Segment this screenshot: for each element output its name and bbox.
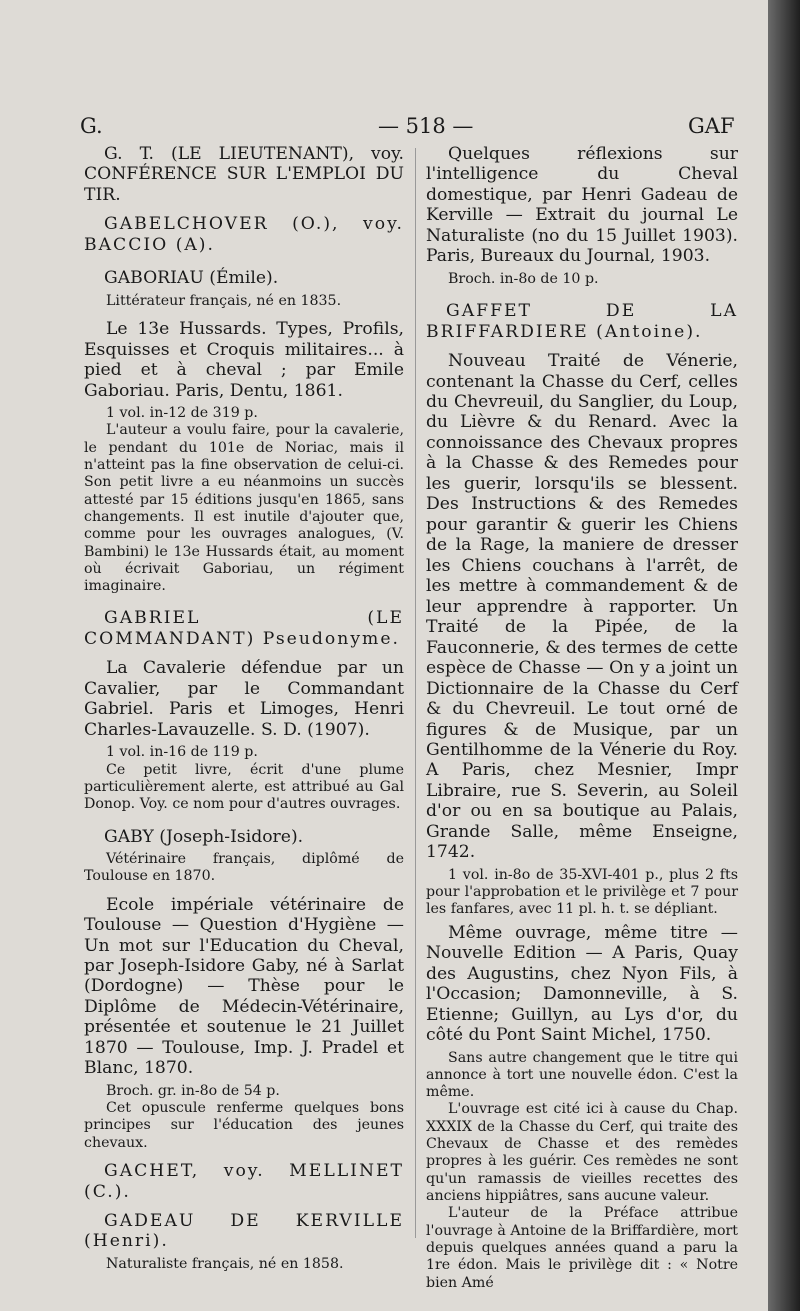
book-title: Nouveau Traité de Vénerie, contenant la Chasse du Cerf, celles du Chevreuil, du Sanglier, du Loup, du Lièvre & du Renard. Avec la connoissance des Chevaux propres à la Chasse & des Remedes pour les guerir, lorsqu'ils se blessent. Des Instructions & des Remedes pour garantir & guerir les Chiens de la Rage, la maniere de dresser les Chiens couchans à l'arrêt, de les mettre à commandement & de leur apprendre à rapporter. Un Traité de la Pipée, de la Fauconnerie, & des termes de cette espèce de Chasse — On y a joint un Dictionnaire de la Chasse du Cerf & du Chevreuil. Le tout orné de figures & de Musique, par un Gentilhomme de la Vénerie du Roy. A Paris, chez Mesnier, Impr Libraire, rue S. Severin, au Soleil d'or ou en sa boutique au Palais, Grande Salle, même Enseigne, 1742. <box>426 351 738 863</box>
collation: 1 vol. in-12 de 319 p. <box>106 405 258 421</box>
book-spine-edge <box>768 0 800 1311</box>
page-number: — 518 — <box>378 114 474 138</box>
commentary: L'ouvrage est cité ici à cause du Chap. XXXIX de la Chasse du Cerf, qui traite des Chevaux de Chasse et des remèdes propres à les guérir. Ces remèdes ne sont qu'un ramassis de vieilles recettes des anciens hippiâtres, sans aucune valeur. <box>426 1101 738 1205</box>
entry-heading: GADEAU DE KERVILLE (Henri). <box>84 1211 404 1252</box>
biographical-note: Naturaliste français, né en 1858. <box>106 1255 344 1272</box>
book-title: La Cavalerie défendue par un Cavalier, par le Commandant Gabriel. Paris et Limoges, Henri Charles-Lavauzelle. S. D. (1907). <box>84 658 404 740</box>
collation: Broch. gr. in-8o de 54 p. <box>106 1082 280 1099</box>
left-column <box>84 144 404 1273</box>
biographical-note: Vétérinaire français, diplômé de Toulouse en 1870. <box>84 850 404 885</box>
entry-heading: GABY (Joseph-Isidore). <box>104 826 304 847</box>
running-head-word: GAF <box>688 114 735 138</box>
collation: 1 vol. in-8o de 35-XVI-401 p., plus 2 fts pour l'approbation et le privilège et 7 pour les fanfares, avec 11 pl. h. t. se dépliant. <box>426 866 738 918</box>
column-divider <box>415 148 416 1238</box>
entry-heading: G. T. (LE LIEUTENANT), voy. CONFÉRENCE SUR L'EMPLOI DU TIR. <box>84 144 404 205</box>
commentary: L'auteur de la Préface attribue l'ouvrage à Antoine de la Briffardière, mort depuis quelques années quand a paru la 1re édon. Mais le privilège dit : « Notre bien Amé <box>426 1205 738 1291</box>
commentary: L'auteur a voulu faire, pour la cavalerie, le pendant du 101e de Noriac, mais il n'atteint pas la fine observation de celui-ci. Son petit livre a eu néanmoins un succès attesté par 15 éditions jusqu'en 1865, sans changements. Il est inutile d'ajouter que, comme pour les ouvrages analogues, (V. Bambini) le 13e Hussards était, au moment où écrivait Gaboriau, un régiment imaginaire. <box>84 422 404 595</box>
commentary: Sans autre changement que le titre qui annonce à tort une nouvelle édon. C'est la même. <box>426 1049 738 1101</box>
right-column <box>426 144 738 1292</box>
commentary: Cet opuscule renferme quelques bons principes sur l'éducation des jeunes chevaux. <box>84 1100 404 1151</box>
entry-heading: GABORIAU (Émile). <box>104 268 279 289</box>
entry-heading: GABELCHOVER (O.), voy. BACCIO (A). <box>84 214 404 255</box>
biographical-note: Littérateur français, né en 1835. <box>106 292 342 309</box>
entry-heading: GABRIEL (LE COMMANDANT) Pseudonyme. <box>84 608 404 649</box>
book-title: Quelques réflexions sur l'intelligence du Cheval domestique, par Henri Gadeau de Kerville — Extrait du journal Le Naturaliste (no du 15 Juillet 1903). Paris, Bureaux du Journal, 1903. <box>426 144 738 267</box>
book-title: Même ouvrage, même titre — Nouvelle Edition — A Paris, Quay des Augustins, chez Nyon Fils, à l'Occasion; Damonneville, à S. Etienne; Guillyn, au Lys d'or, du côté du Pont Saint Michel, 1750. <box>426 922 738 1046</box>
entry-heading: GACHET, voy. MELLINET (C.). <box>84 1161 404 1202</box>
book-title: Ecole impériale vétérinaire de Toulouse — Question d'Hygiène — Un mot sur l'Education du Cheval, par Joseph-Isidore Gaby, né à Sarlat (Dordogne) — Thèse pour le Diplôme de Médecin-Vétérinaire, présentée et soutenue le 21 Juillet 1870 — Toulouse, Imp. J. Pradel et Blanc, 1870. <box>84 894 404 1079</box>
running-head-letter: G. <box>80 114 103 138</box>
book-title: Le 13e Hussards. Types, Profils, Esquisses et Croquis militaires... à pied et à cheval ; par Emile Gaboriau. Paris, Dentu, 1861. <box>84 319 404 401</box>
collation: Broch. in-8o de 10 p. <box>448 270 599 287</box>
entry-heading: GAFFET DE LA BRIFFARDIERE (Antoine). <box>426 301 738 342</box>
collation: 1 vol. in-16 de 119 p. <box>106 744 258 761</box>
commentary: Ce petit livre, écrit d'une plume particulièrement alerte, est attribué au Gal Donop. Voy. ce nom pour d'autres ouvrages. <box>84 761 404 813</box>
